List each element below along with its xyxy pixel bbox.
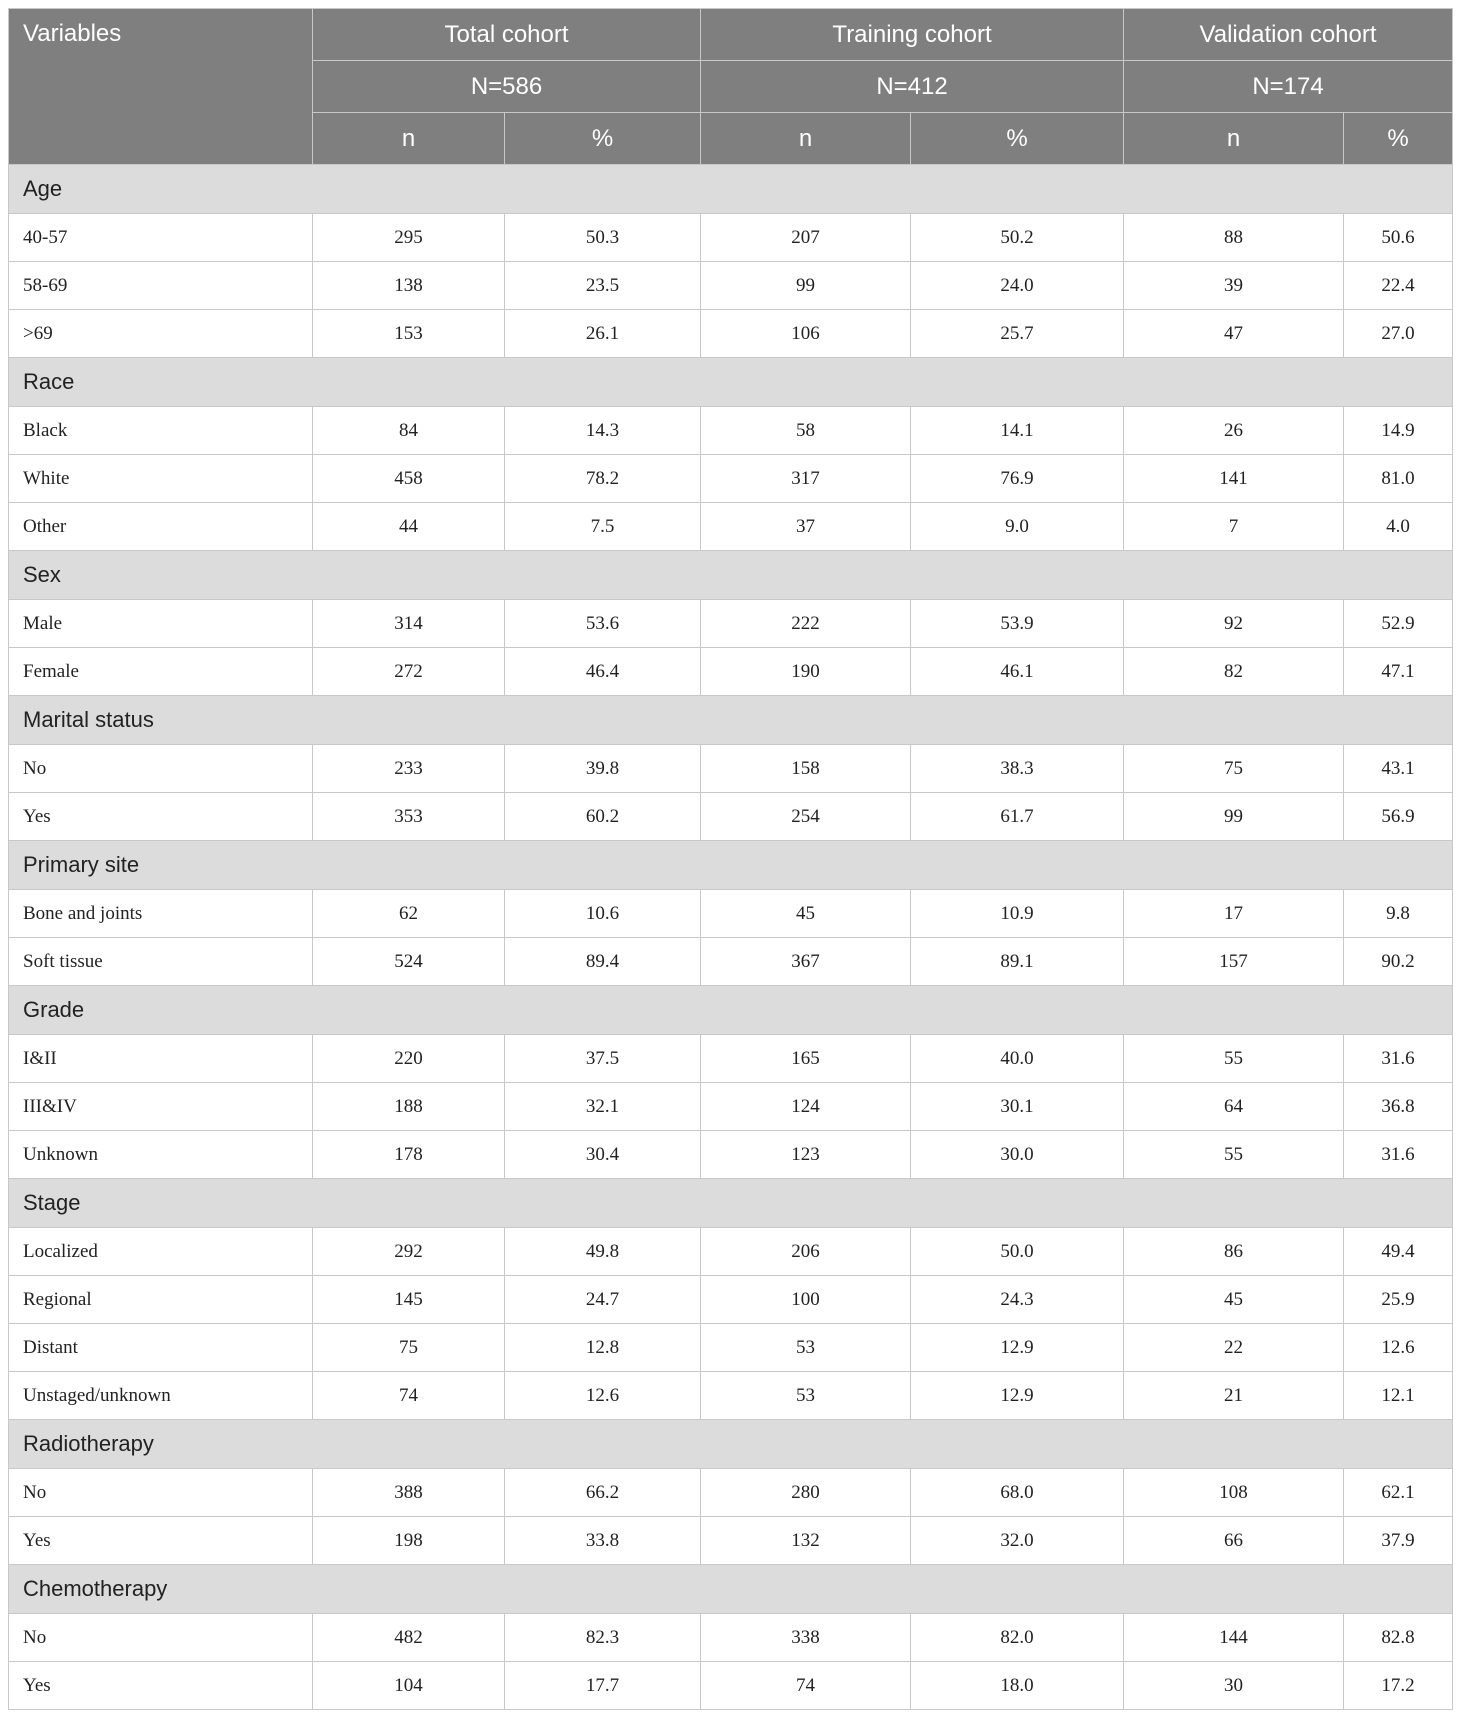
table-row <box>9 648 1453 696</box>
row-label: White <box>9 455 313 503</box>
table-row <box>9 1228 1453 1276</box>
count-cell: 314 <box>313 600 505 648</box>
count-cell: 44 <box>313 503 505 551</box>
training-n-col: n <box>701 113 911 165</box>
table-row <box>9 310 1453 358</box>
count-cell: 30 <box>1124 1662 1344 1710</box>
row-label: Male <box>9 600 313 648</box>
count-cell: 206 <box>701 1228 911 1276</box>
group-row <box>9 165 1453 214</box>
percent-cell: 17.2 <box>1344 1662 1453 1710</box>
count-cell: 53 <box>701 1324 911 1372</box>
row-label: Yes <box>9 1517 313 1565</box>
percent-cell: 50.6 <box>1344 214 1453 262</box>
percent-cell: 49.4 <box>1344 1228 1453 1276</box>
percent-cell: 61.7 <box>911 793 1124 841</box>
count-cell: 458 <box>313 455 505 503</box>
training-pct-col: % <box>911 113 1124 165</box>
table-row <box>9 262 1453 310</box>
count-cell: 45 <box>701 890 911 938</box>
percent-cell: 10.9 <box>911 890 1124 938</box>
count-cell: 58 <box>701 407 911 455</box>
table-row <box>9 1083 1453 1131</box>
row-label: Yes <box>9 1662 313 1710</box>
count-cell: 7 <box>1124 503 1344 551</box>
percent-cell: 78.2 <box>505 455 701 503</box>
count-cell: 178 <box>313 1131 505 1179</box>
training-cohort-n: N=412 <box>701 61 1124 113</box>
percent-cell: 24.3 <box>911 1276 1124 1324</box>
percent-cell: 24.0 <box>911 262 1124 310</box>
group-row <box>9 841 1453 890</box>
percent-cell: 12.9 <box>911 1324 1124 1372</box>
count-cell: 39 <box>1124 262 1344 310</box>
group-label: Race <box>9 358 1453 407</box>
percent-cell: 50.3 <box>505 214 701 262</box>
count-cell: 47 <box>1124 310 1344 358</box>
percent-cell: 25.9 <box>1344 1276 1453 1324</box>
group-row <box>9 986 1453 1035</box>
percent-cell: 47.1 <box>1344 648 1453 696</box>
percent-cell: 81.0 <box>1344 455 1453 503</box>
row-label: Other <box>9 503 313 551</box>
count-cell: 84 <box>313 407 505 455</box>
percent-cell: 14.9 <box>1344 407 1453 455</box>
percent-cell: 49.8 <box>505 1228 701 1276</box>
count-cell: 99 <box>1124 793 1344 841</box>
percent-cell: 76.9 <box>911 455 1124 503</box>
percent-cell: 60.2 <box>505 793 701 841</box>
count-cell: 45 <box>1124 1276 1344 1324</box>
group-label: Radiotherapy <box>9 1420 1453 1469</box>
percent-cell: 53.6 <box>505 600 701 648</box>
percent-cell: 46.1 <box>911 648 1124 696</box>
count-cell: 74 <box>701 1662 911 1710</box>
table-row <box>9 1372 1453 1420</box>
percent-cell: 46.4 <box>505 648 701 696</box>
count-cell: 367 <box>701 938 911 986</box>
percent-cell: 22.4 <box>1344 262 1453 310</box>
count-cell: 92 <box>1124 600 1344 648</box>
count-cell: 37 <box>701 503 911 551</box>
count-cell: 141 <box>1124 455 1344 503</box>
percent-cell: 30.1 <box>911 1083 1124 1131</box>
table-row <box>9 1517 1453 1565</box>
count-cell: 317 <box>701 455 911 503</box>
table-row <box>9 1614 1453 1662</box>
total-pct-col: % <box>505 113 701 165</box>
percent-cell: 4.0 <box>1344 503 1453 551</box>
percent-cell: 9.0 <box>911 503 1124 551</box>
group-label: Marital status <box>9 696 1453 745</box>
percent-cell: 66.2 <box>505 1469 701 1517</box>
total-n-col: n <box>313 113 505 165</box>
percent-cell: 12.6 <box>1344 1324 1453 1372</box>
percent-cell: 43.1 <box>1344 745 1453 793</box>
count-cell: 74 <box>313 1372 505 1420</box>
row-label: III&IV <box>9 1083 313 1131</box>
row-label: No <box>9 1614 313 1662</box>
percent-cell: 12.9 <box>911 1372 1124 1420</box>
count-cell: 153 <box>313 310 505 358</box>
percent-cell: 31.6 <box>1344 1131 1453 1179</box>
percent-cell: 10.6 <box>505 890 701 938</box>
row-label: 58-69 <box>9 262 313 310</box>
percent-cell: 90.2 <box>1344 938 1453 986</box>
variables-header: Variables <box>9 9 313 165</box>
percent-cell: 31.6 <box>1344 1035 1453 1083</box>
count-cell: 158 <box>701 745 911 793</box>
count-cell: 132 <box>701 1517 911 1565</box>
percent-cell: 82.0 <box>911 1614 1124 1662</box>
count-cell: 165 <box>701 1035 911 1083</box>
percent-cell: 32.1 <box>505 1083 701 1131</box>
table-row <box>9 938 1453 986</box>
group-row <box>9 358 1453 407</box>
count-cell: 254 <box>701 793 911 841</box>
validation-cohort-header: Validation cohort <box>1124 9 1453 61</box>
count-cell: 292 <box>313 1228 505 1276</box>
percent-cell: 52.9 <box>1344 600 1453 648</box>
group-label: Sex <box>9 551 1453 600</box>
table-row <box>9 1662 1453 1710</box>
count-cell: 124 <box>701 1083 911 1131</box>
count-cell: 123 <box>701 1131 911 1179</box>
row-label: I&II <box>9 1035 313 1083</box>
count-cell: 295 <box>313 214 505 262</box>
percent-cell: 56.9 <box>1344 793 1453 841</box>
table-row <box>9 455 1453 503</box>
training-cohort-header: Training cohort <box>701 9 1124 61</box>
count-cell: 222 <box>701 600 911 648</box>
percent-cell: 17.7 <box>505 1662 701 1710</box>
count-cell: 280 <box>701 1469 911 1517</box>
percent-cell: 82.8 <box>1344 1614 1453 1662</box>
row-label: Regional <box>9 1276 313 1324</box>
table-body <box>9 165 1453 1710</box>
percent-cell: 27.0 <box>1344 310 1453 358</box>
count-cell: 207 <box>701 214 911 262</box>
percent-cell: 25.7 <box>911 310 1124 358</box>
cohort-table <box>8 8 1453 1710</box>
count-cell: 198 <box>313 1517 505 1565</box>
count-cell: 86 <box>1124 1228 1344 1276</box>
count-cell: 75 <box>1124 745 1344 793</box>
percent-cell: 12.6 <box>505 1372 701 1420</box>
percent-cell: 14.1 <box>911 407 1124 455</box>
validation-n-col: n <box>1124 113 1344 165</box>
percent-cell: 36.8 <box>1344 1083 1453 1131</box>
percent-cell: 18.0 <box>911 1662 1124 1710</box>
row-label: Bone and joints <box>9 890 313 938</box>
row-label: Localized <box>9 1228 313 1276</box>
count-cell: 22 <box>1124 1324 1344 1372</box>
group-label: Chemotherapy <box>9 1565 1453 1614</box>
row-label: Unknown <box>9 1131 313 1179</box>
count-cell: 55 <box>1124 1131 1344 1179</box>
count-cell: 272 <box>313 648 505 696</box>
group-row <box>9 1420 1453 1469</box>
percent-cell: 7.5 <box>505 503 701 551</box>
row-label: Black <box>9 407 313 455</box>
group-row <box>9 1565 1453 1614</box>
count-cell: 145 <box>313 1276 505 1324</box>
count-cell: 55 <box>1124 1035 1344 1083</box>
table-row <box>9 503 1453 551</box>
table-row <box>9 600 1453 648</box>
count-cell: 106 <box>701 310 911 358</box>
validation-pct-col: % <box>1344 113 1453 165</box>
count-cell: 188 <box>313 1083 505 1131</box>
count-cell: 88 <box>1124 214 1344 262</box>
count-cell: 75 <box>313 1324 505 1372</box>
percent-cell: 39.8 <box>505 745 701 793</box>
row-label: Yes <box>9 793 313 841</box>
count-cell: 17 <box>1124 890 1344 938</box>
table-row <box>9 1131 1453 1179</box>
count-cell: 62 <box>313 890 505 938</box>
percent-cell: 24.7 <box>505 1276 701 1324</box>
percent-cell: 53.9 <box>911 600 1124 648</box>
table-row <box>9 793 1453 841</box>
count-cell: 64 <box>1124 1083 1344 1131</box>
validation-cohort-n: N=174 <box>1124 61 1453 113</box>
count-cell: 233 <box>313 745 505 793</box>
percent-cell: 62.1 <box>1344 1469 1453 1517</box>
group-label: Grade <box>9 986 1453 1035</box>
table-header <box>9 9 1453 165</box>
percent-cell: 50.0 <box>911 1228 1124 1276</box>
count-cell: 157 <box>1124 938 1344 986</box>
percent-cell: 33.8 <box>505 1517 701 1565</box>
percent-cell: 30.4 <box>505 1131 701 1179</box>
count-cell: 524 <box>313 938 505 986</box>
count-cell: 99 <box>701 262 911 310</box>
row-label: Distant <box>9 1324 313 1372</box>
count-cell: 138 <box>313 262 505 310</box>
count-cell: 220 <box>313 1035 505 1083</box>
percent-cell: 82.3 <box>505 1614 701 1662</box>
row-label: Female <box>9 648 313 696</box>
count-cell: 482 <box>313 1614 505 1662</box>
group-row <box>9 1179 1453 1228</box>
percent-cell: 37.9 <box>1344 1517 1453 1565</box>
group-label: Primary site <box>9 841 1453 890</box>
row-label: >69 <box>9 310 313 358</box>
count-cell: 338 <box>701 1614 911 1662</box>
group-label: Age <box>9 165 1453 214</box>
table-row <box>9 1035 1453 1083</box>
percent-cell: 12.1 <box>1344 1372 1453 1420</box>
row-label: 40-57 <box>9 214 313 262</box>
count-cell: 53 <box>701 1372 911 1420</box>
percent-cell: 50.2 <box>911 214 1124 262</box>
percent-cell: 89.4 <box>505 938 701 986</box>
percent-cell: 12.8 <box>505 1324 701 1372</box>
count-cell: 108 <box>1124 1469 1344 1517</box>
total-cohort-header: Total cohort <box>313 9 701 61</box>
table-row <box>9 214 1453 262</box>
total-cohort-n: N=586 <box>313 61 701 113</box>
count-cell: 190 <box>701 648 911 696</box>
group-row <box>9 551 1453 600</box>
row-label: No <box>9 1469 313 1517</box>
count-cell: 388 <box>313 1469 505 1517</box>
percent-cell: 14.3 <box>505 407 701 455</box>
percent-cell: 30.0 <box>911 1131 1124 1179</box>
group-label: Stage <box>9 1179 1453 1228</box>
row-label: No <box>9 745 313 793</box>
count-cell: 26 <box>1124 407 1344 455</box>
group-row <box>9 696 1453 745</box>
row-label: Soft tissue <box>9 938 313 986</box>
table-row <box>9 407 1453 455</box>
row-label: Unstaged/unknown <box>9 1372 313 1420</box>
table-row <box>9 1324 1453 1372</box>
percent-cell: 9.8 <box>1344 890 1453 938</box>
count-cell: 144 <box>1124 1614 1344 1662</box>
percent-cell: 37.5 <box>505 1035 701 1083</box>
percent-cell: 68.0 <box>911 1469 1124 1517</box>
percent-cell: 38.3 <box>911 745 1124 793</box>
count-cell: 100 <box>701 1276 911 1324</box>
table-row <box>9 1469 1453 1517</box>
count-cell: 21 <box>1124 1372 1344 1420</box>
percent-cell: 32.0 <box>911 1517 1124 1565</box>
count-cell: 353 <box>313 793 505 841</box>
percent-cell: 89.1 <box>911 938 1124 986</box>
count-cell: 66 <box>1124 1517 1344 1565</box>
count-cell: 82 <box>1124 648 1344 696</box>
table-row <box>9 1276 1453 1324</box>
table-row <box>9 745 1453 793</box>
percent-cell: 40.0 <box>911 1035 1124 1083</box>
percent-cell: 23.5 <box>505 262 701 310</box>
table-row <box>9 890 1453 938</box>
percent-cell: 26.1 <box>505 310 701 358</box>
count-cell: 104 <box>313 1662 505 1710</box>
